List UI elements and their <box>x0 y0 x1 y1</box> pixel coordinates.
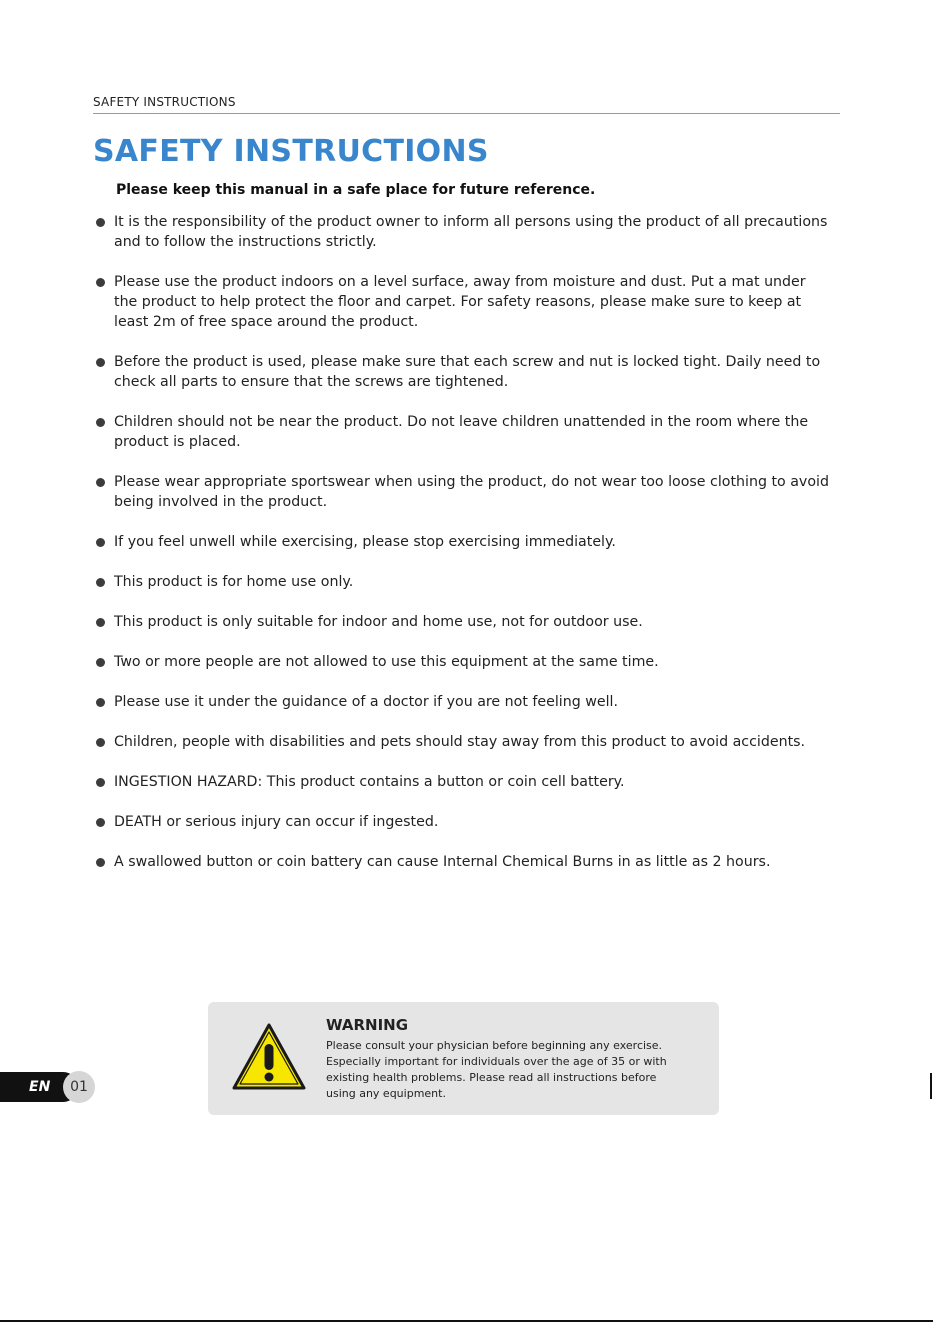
list-item-text: This product is for home use only. <box>114 574 354 590</box>
bullet-icon <box>96 738 105 747</box>
list-item <box>93 612 833 632</box>
list-item-text: INGESTION HAZARD: This product contains a button or coin cell battery. <box>114 774 625 790</box>
bullet-icon <box>96 358 105 367</box>
bullet-icon <box>96 618 105 627</box>
list-item-text: If you feel unwell while exercising, please stop exercising immediately. <box>114 534 616 550</box>
warning-line: existing health problems. Please read all instructions before <box>326 1071 657 1084</box>
list-item <box>93 772 833 792</box>
list-item-text: Children, people with disabilities and pets should stay away from this product to avoid accidents. <box>114 734 806 750</box>
bullet-icon <box>96 578 105 587</box>
list-item-text: Please wear appropriate sportswear when using the product, do not wear too loose clothing to avoid being involved in the product. <box>114 474 829 510</box>
header-divider <box>93 113 840 114</box>
list-item-text: It is the responsibility of the product owner to inform all persons using the product of all precautions and to follow the instructions strictly. <box>114 214 828 250</box>
warning-box <box>208 1002 719 1115</box>
page-title: SAFETY INSTRUCTIONS <box>93 134 489 169</box>
list-item <box>93 412 833 452</box>
list-item <box>93 272 833 332</box>
margin-mark <box>930 1073 932 1099</box>
bullet-icon <box>96 858 105 867</box>
bullet-icon <box>96 538 105 547</box>
bullet-icon <box>96 658 105 667</box>
list-item <box>93 812 833 832</box>
list-item <box>93 352 833 392</box>
warning-title: WARNING <box>326 1016 409 1034</box>
list-item <box>93 732 833 752</box>
list-item-text: A swallowed button or coin battery can cause Internal Chemical Burns in as little as 2 hours. <box>114 854 771 870</box>
bullet-icon <box>96 778 105 787</box>
language-label: EN <box>29 1079 51 1095</box>
safety-list <box>93 212 833 892</box>
list-item <box>93 472 833 512</box>
bullet-icon <box>96 478 105 487</box>
bullet-icon <box>96 818 105 827</box>
bullet-icon <box>96 278 105 287</box>
page-subtitle: Please keep this manual in a safe place for future reference. <box>116 182 596 198</box>
warning-line: Especially important for individuals over the age of 35 or with <box>326 1055 667 1068</box>
bottom-divider <box>0 1320 933 1322</box>
warning-text <box>326 1038 711 1102</box>
list-item <box>93 652 833 672</box>
bullet-icon <box>96 418 105 427</box>
list-item-text: DEATH or serious injury can occur if ingested. <box>114 814 439 830</box>
list-item-text: Children should not be near the product. Do not leave children unattended in the room where the product is placed. <box>114 414 809 450</box>
list-item-text: Two or more people are not allowed to use this equipment at the same time. <box>114 654 659 670</box>
list-item <box>93 532 833 552</box>
list-item <box>93 572 833 592</box>
page-number: 01 <box>63 1071 95 1103</box>
warning-triangle-icon <box>231 1022 307 1092</box>
list-item-text: This product is only suitable for indoor and home use, not for outdoor use. <box>114 614 643 630</box>
list-item-text: Please use the product indoors on a level surface, away from moisture and dust. Put a mat under the product to help protect the floor and carpet. For safety reasons, please make sure to keep at least 2m of free space around the product. <box>114 274 806 330</box>
bullet-icon <box>96 218 105 227</box>
list-item <box>93 692 833 712</box>
bullet-icon <box>96 698 105 707</box>
list-item-text: Before the product is used, please make sure that each screw and nut is locked tight. Daily need to check all parts to ensure that the screws are tightened. <box>114 354 821 390</box>
running-head: SAFETY INSTRUCTIONS <box>93 95 236 109</box>
list-item <box>93 852 833 872</box>
warning-line: Please consult your physician before beginning any exercise. <box>326 1039 663 1052</box>
list-item-text: Please use it under the guidance of a doctor if you are not feeling well. <box>114 694 618 710</box>
list-item <box>93 212 833 252</box>
warning-line: using any equipment. <box>326 1087 446 1100</box>
